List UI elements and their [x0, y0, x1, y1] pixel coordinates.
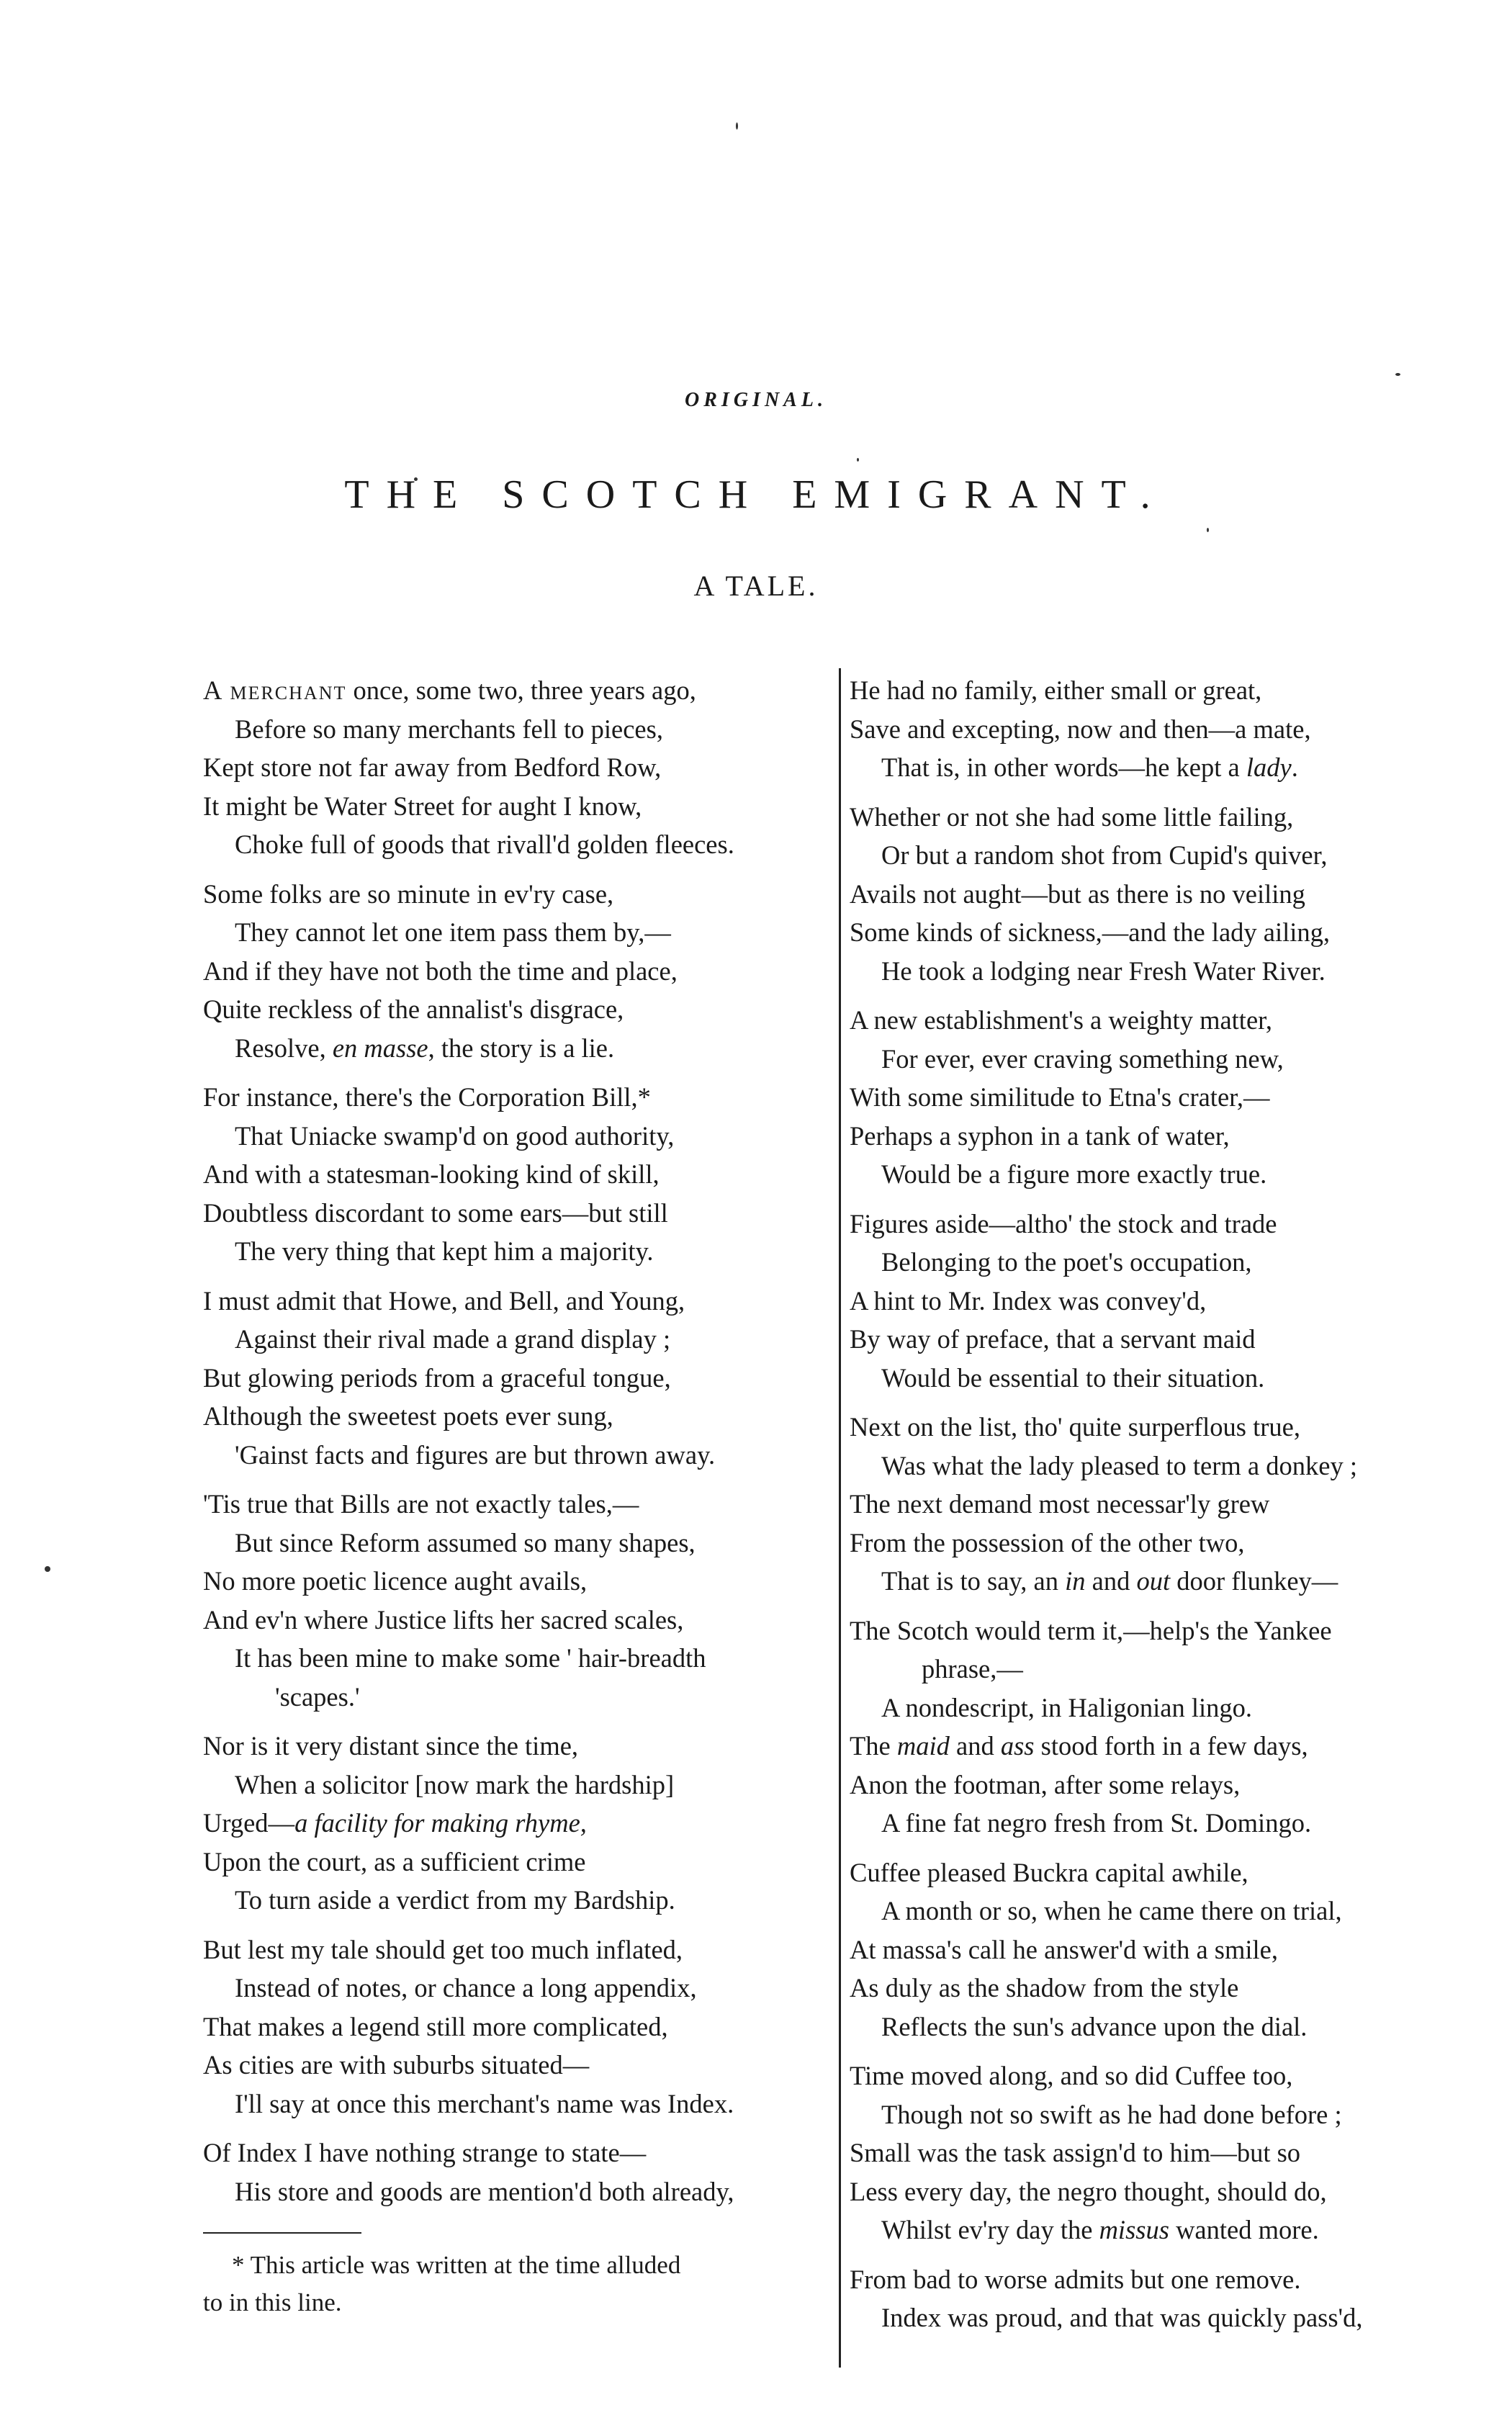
verse-line: For ever, ever craving something new,	[881, 1043, 1284, 1074]
verse-line: Kept store not far away from Bedford Row,	[203, 752, 662, 782]
verse-line	[850, 2211, 1483, 2249]
verse-text: , the story is a lie.	[428, 1033, 615, 1063]
ink-speck	[736, 122, 738, 130]
verse-line: Or but a random shot from Cupid's quiver,	[881, 840, 1328, 870]
verse-line: A month or so, when he came there on trial,	[881, 1896, 1342, 1925]
verse-line: But glowing periods from a graceful tongue,	[203, 1362, 671, 1393]
verse-line: When a solicitor [now mark the hardship]	[235, 1769, 675, 1799]
verse-line: From the possession of the other two,	[850, 1527, 1245, 1557]
italic-text: ass	[1000, 1731, 1035, 1761]
stanza	[850, 1611, 1483, 1843]
verse-line: That Uniacke swamp'd on good authority,	[235, 1120, 675, 1151]
verse-line: And ev'n where Justice lifts her sacred scales,	[203, 1604, 684, 1635]
verse-text: The	[850, 1731, 897, 1761]
verse-line: Next on the list, tho' quite surperflous true,	[850, 1412, 1300, 1442]
verse-text: That is, in other words—he kept a	[881, 752, 1246, 782]
verse-line: No more poetic licence aught avails,	[203, 1566, 588, 1596]
stanza	[203, 1282, 837, 1475]
verse-line: 'Tis true that Bills are not exactly tales,—	[203, 1489, 639, 1519]
verse-line: Although the sweetest poets ever sung,	[203, 1401, 613, 1431]
footnote-rule	[203, 2232, 361, 2234]
verse-line: To turn aside a verdict from my Bardship.	[235, 1885, 675, 1915]
verse-line: The next demand most necessar'ly grew	[850, 1489, 1270, 1519]
verse-line: Less every day, the negro thought, should do,	[850, 2176, 1327, 2206]
italic-text: missus	[1099, 2215, 1169, 2244]
stanza	[850, 1853, 1483, 2046]
verse-line	[203, 1804, 837, 1843]
verse-line: Nor is it very distant since the time,	[203, 1731, 579, 1761]
stanza	[850, 1408, 1483, 1601]
verse-line: As cities are with suburbs situated—	[203, 2050, 590, 2080]
verse-line: Cuffee pleased Buckra capital awhile,	[850, 1857, 1248, 1887]
left-column	[203, 671, 837, 2321]
small-caps-text: A merchant	[203, 675, 347, 705]
verse-line: Doubtless discordant to some ears—but still	[203, 1197, 668, 1228]
verse-line: His store and goods are mention'd both already,	[235, 2176, 734, 2206]
verse-line: A nondescript, in Haligonian lingo.	[881, 1692, 1252, 1722]
verse-text: Urged—	[203, 1808, 295, 1838]
verse-text: door flunkey—	[1170, 1566, 1338, 1596]
italic-text: en masse	[332, 1033, 428, 1063]
verse-line: And if they have not both the time and place,	[203, 956, 678, 986]
verse-line: 'scapes.'	[275, 1681, 360, 1712]
verse-line: Small was the task assign'd to him—but so	[850, 2138, 1301, 2167]
verse-text: and	[1085, 1566, 1137, 1596]
verse-text: Whilst ev'ry day the	[881, 2215, 1099, 2244]
verse-line: For instance, there's the Corporation Bill,*	[203, 1082, 651, 1112]
verse-line: It has been mine to make some ' hair-breadth	[235, 1643, 706, 1673]
verse-line: From bad to worse admits but one remove.	[850, 2264, 1301, 2294]
verse-line	[850, 1562, 1483, 1601]
verse-text: stood forth in a few days,	[1034, 1731, 1308, 1761]
verse-line: Was what the lady pleased to term a donkey ;	[881, 1450, 1357, 1480]
verse-line: Instead of notes, or chance a long appendix,	[235, 1973, 697, 2002]
verse-line: By way of preface, that a servant maid	[850, 1324, 1256, 1354]
stanza	[203, 2134, 837, 2211]
verse-line: As duly as the shadow from the style	[850, 1973, 1239, 2002]
verse-line: Against their rival made a grand display ;	[235, 1324, 671, 1354]
column-divider	[839, 668, 841, 2368]
verse-line: Of Index I have nothing strange to state—	[203, 2138, 647, 2167]
verse-line: Quite reckless of the annalist's disgrace,	[203, 994, 624, 1024]
stanza	[850, 1205, 1483, 1398]
verse-line: Some folks are so minute in ev'ry case,	[203, 878, 614, 909]
right-column	[850, 671, 1483, 2348]
verse-line: The very thing that kept him a majority.	[235, 1236, 654, 1266]
verse-line: Save and excepting, now and then—a mate,	[850, 714, 1311, 744]
verse-text: wanted more.	[1169, 2215, 1319, 2244]
verse-line: It might be Water Street for aught I know,	[203, 791, 642, 821]
verse-line: But lest my tale should get too much inflated,	[203, 1934, 683, 1964]
verse-text: .	[1291, 752, 1298, 782]
poem-subtitle: A TALE.	[693, 570, 819, 602]
verse-line: Avails not aught—but as there is no veiling	[850, 878, 1305, 909]
verse-line	[203, 1029, 837, 1068]
stanza	[203, 1727, 837, 1920]
verse-line: 'Gainst facts and figures are but thrown away.	[235, 1439, 716, 1470]
stanza	[850, 2056, 1483, 2249]
ink-speck	[1207, 528, 1209, 532]
verse-line: Perhaps a syphon in a tank of water,	[850, 1120, 1230, 1151]
verse-line: But since Reform assumed so many shapes,	[235, 1527, 696, 1557]
stanza	[203, 1930, 837, 2123]
verse-line: Would be a figure more exactly true.	[881, 1159, 1267, 1189]
stanza	[850, 2260, 1483, 2337]
verse-line: Index was proud, and that was quickly pass'd,	[881, 2303, 1363, 2332]
ink-speck	[857, 458, 859, 462]
verse-text: once, some two, three years ago,	[346, 675, 696, 705]
verse-line: Before so many merchants fell to pieces,	[235, 714, 663, 744]
verse-line: Belonging to the poet's occupation,	[881, 1247, 1252, 1277]
italic-text: a facility for making rhyme,	[294, 1808, 587, 1838]
italic-text: in	[1065, 1566, 1086, 1596]
verse-line: Upon the court, as a sufficient crime	[203, 1846, 586, 1876]
ink-speck	[45, 1566, 50, 1572]
verse-line: He took a lodging near Fresh Water River.	[881, 956, 1326, 986]
verse-line	[850, 1727, 1483, 1766]
italic-text: lady	[1246, 752, 1292, 782]
section-label: ORIGINAL.	[685, 389, 827, 411]
footnote-line: * This article was written at the time alluded	[232, 2251, 681, 2279]
verse-line: Anon the footman, after some relays,	[850, 1769, 1241, 1799]
footnote-line: to in this line.	[203, 2288, 342, 2316]
verse-line: With some similitude to Etna's crater,—	[850, 1082, 1270, 1112]
verse-line: The Scotch would term it,—help's the Yankee	[850, 1615, 1332, 1645]
verse-line: Figures aside—altho' the stock and trade	[850, 1208, 1277, 1239]
verse-line: Choke full of goods that rivall'd golden fleeces.	[235, 830, 734, 859]
stanza	[203, 671, 837, 864]
poem-title: THE SCOTCH EMIGRANT.	[344, 472, 1168, 517]
verse-line: I must admit that Howe, and Bell, and Young,	[203, 1285, 685, 1316]
verse-line: At massa's call he answer'd with a smile,	[850, 1934, 1278, 1964]
verse-line: A new establishment's a weighty matter,	[850, 1005, 1272, 1035]
stanza	[850, 798, 1483, 991]
verse-text: That is to say, an	[881, 1566, 1066, 1596]
verse-line: A fine fat negro fresh from St. Domingo.	[881, 1808, 1312, 1838]
ink-speck	[1395, 373, 1400, 376]
italic-text: out	[1136, 1566, 1171, 1596]
verse-line: phrase,—	[922, 1654, 1023, 1683]
verse-line: Reflects the sun's advance upon the dial.	[881, 2011, 1308, 2041]
verse-line: A hint to Mr. Index was convey'd,	[850, 1285, 1207, 1316]
verse-line: And with a statesman-looking kind of skill,	[203, 1159, 660, 1189]
verse-line: They cannot let one item pass them by,—	[235, 917, 671, 947]
verse-line: Whether or not she had some little failing,	[850, 801, 1294, 832]
stanza	[850, 1001, 1483, 1194]
verse-line: Some kinds of sickness,—and the lady ailing,	[850, 917, 1331, 947]
verse-line: Time moved along, and so did Cuffee too,	[850, 2061, 1293, 2090]
verse-line	[850, 748, 1483, 787]
verse-line: I'll say at once this merchant's name was Index.	[235, 2088, 734, 2118]
stanza	[850, 671, 1483, 787]
stanza	[203, 1485, 837, 1716]
verse-line: He had no family, either small or great,	[850, 675, 1262, 705]
verse-line	[203, 671, 837, 710]
italic-text: maid	[896, 1731, 950, 1761]
stanza	[203, 1078, 837, 1271]
stanza	[203, 875, 837, 1068]
verse-line: Though not so swift as he had done before ;	[881, 2099, 1342, 2129]
verse-line: That makes a legend still more complicated,	[203, 2011, 668, 2041]
verse-line: Would be essential to their situation.	[881, 1362, 1265, 1393]
verse-text: Resolve,	[235, 1033, 333, 1063]
footnote	[203, 2247, 837, 2321]
verse-text: and	[949, 1731, 1001, 1761]
